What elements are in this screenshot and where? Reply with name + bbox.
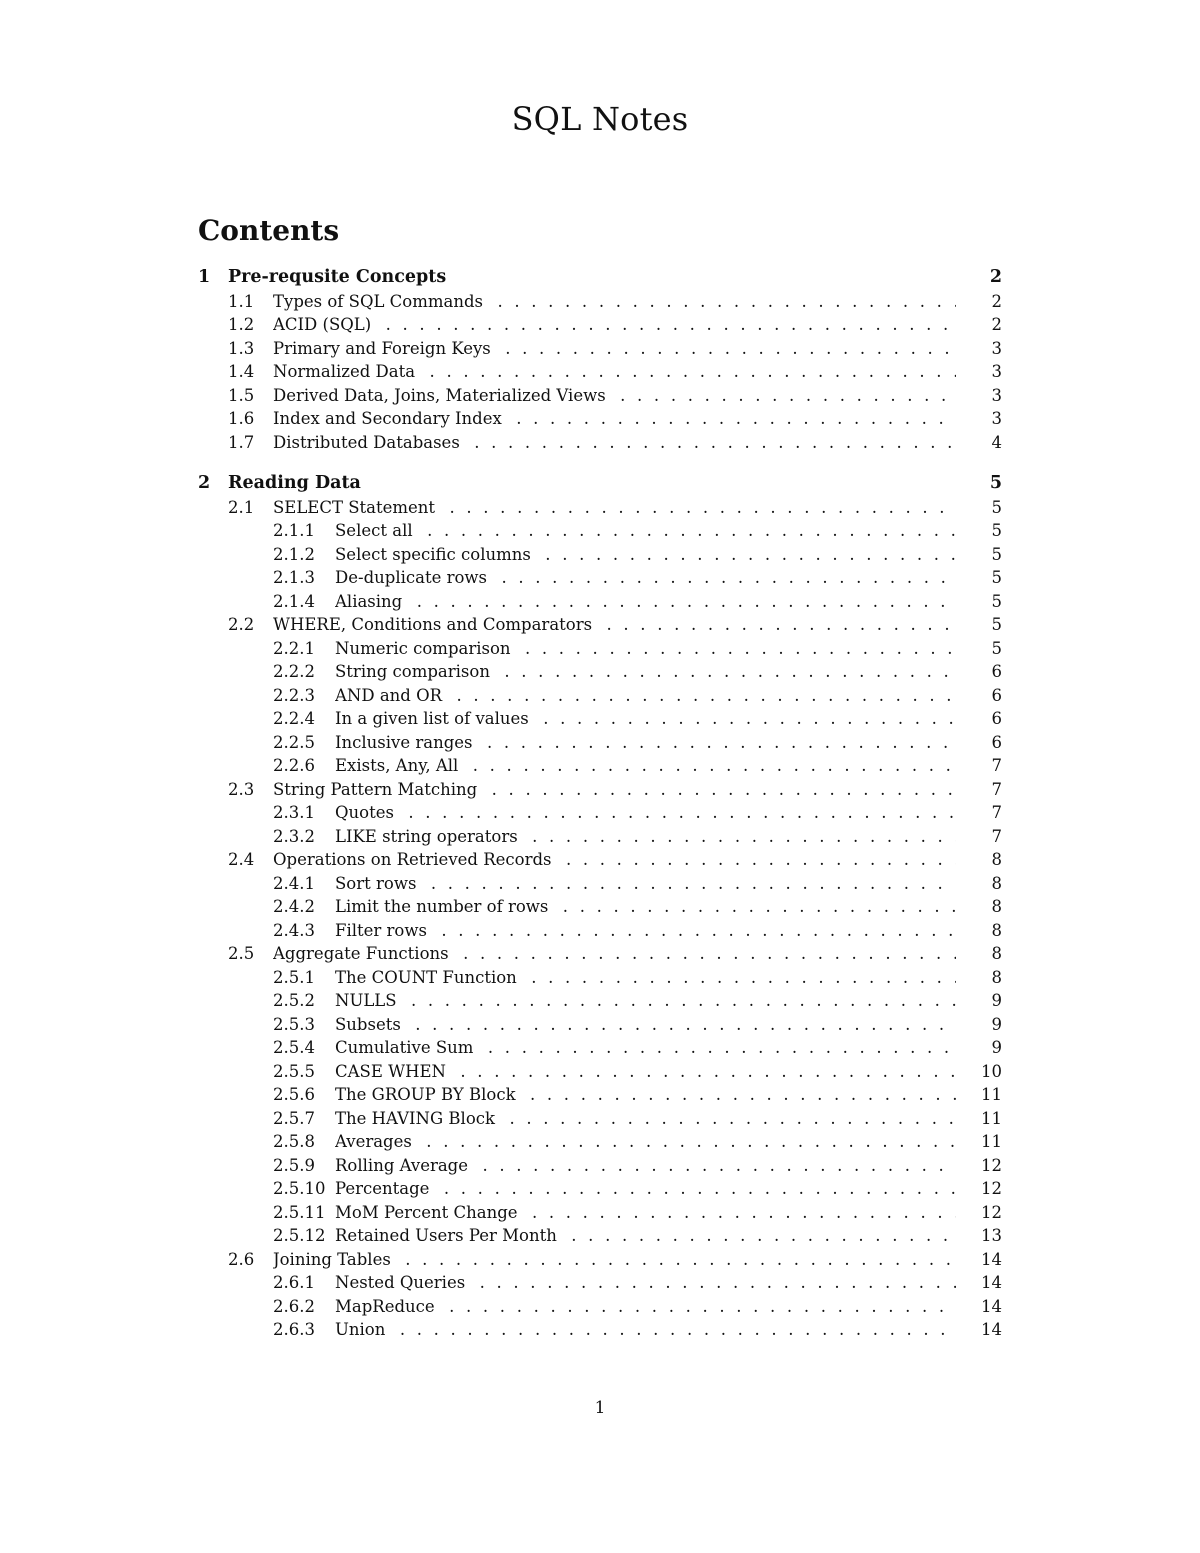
toc-entry-page: 9 <box>991 1038 1002 1057</box>
toc-entry-number: 2.3 <box>228 779 255 799</box>
toc-entry-number: 2.5.12 <box>273 1226 326 1245</box>
toc-entry-label[interactable]: Rolling Average <box>335 1156 474 1175</box>
toc-entry-number: 2.6.2 <box>273 1296 315 1316</box>
toc-entry-title <box>335 1154 956 1178</box>
toc-entry-page: 11 <box>981 1132 1002 1151</box>
toc-entry-title <box>273 313 956 337</box>
toc-subsubsection[interactable] <box>198 590 1004 614</box>
toc-entry-number: 2.5.5 <box>273 1061 315 1081</box>
toc-entry-label[interactable]: String comparison <box>335 662 496 681</box>
toc-entry-title <box>273 848 956 872</box>
toc-entry-page: 7 <box>991 756 1002 775</box>
toc-entry-number: 1.5 <box>228 385 255 405</box>
toc-entry-number: 2.1 <box>228 497 255 517</box>
toc-entry-title <box>335 1224 956 1248</box>
toc-entry-number: 2.2.6 <box>273 756 315 775</box>
toc-entry-number: 2.2.2 <box>273 662 315 681</box>
toc-entry-title <box>335 1107 956 1131</box>
toc-entry-number: 1.1 <box>228 291 255 311</box>
toc-entry-page: 5 <box>991 497 1002 517</box>
toc-entry-page: 14 <box>981 1296 1002 1316</box>
toc-subsubsection[interactable] <box>198 1060 1004 1084</box>
toc-entry-number: 1.4 <box>228 362 255 381</box>
toc-entry-number: 2.3.2 <box>273 826 315 846</box>
toc-entry-label[interactable]: Limit the number of rows <box>335 897 554 916</box>
toc-entry-page: 11 <box>981 1108 1002 1128</box>
toc-entry-title <box>335 825 956 849</box>
toc-entry-page: 9 <box>991 991 1002 1010</box>
toc-entry-label[interactable]: Operations on Retrieved Records <box>273 850 558 869</box>
page-number: 1 <box>594 1398 606 1418</box>
toc-entry-title <box>335 660 956 684</box>
toc-entry-number: 2.1.4 <box>273 591 315 611</box>
toc-subsubsection[interactable] <box>198 1224 1004 1248</box>
toc-entry-label[interactable]: CASE WHEN <box>335 1062 452 1081</box>
contents-heading: Contents <box>198 214 340 247</box>
toc-subsection[interactable] <box>198 613 1004 637</box>
toc-entry-label[interactable]: Averages <box>335 1132 418 1151</box>
toc-entry-page: 3 <box>991 409 1002 428</box>
toc-entry-label[interactable]: Select all <box>335 521 419 540</box>
toc-entry-number: 2.1.2 <box>273 544 315 564</box>
toc-entry-page: 3 <box>991 338 1002 358</box>
toc-entry-number: 2.1.3 <box>273 568 315 587</box>
toc-subsubsection[interactable] <box>198 707 1004 731</box>
toc-entry-label[interactable]: The HAVING Block <box>335 1109 501 1128</box>
toc-subsection[interactable] <box>198 1248 1004 1272</box>
toc-entry-title <box>335 989 956 1013</box>
toc-entry-page: 2 <box>991 291 1002 311</box>
toc-entry-page: 8 <box>991 944 1002 963</box>
toc-entry-title <box>335 731 956 755</box>
toc-entry-title <box>273 290 956 314</box>
toc-subsubsection[interactable] <box>198 731 1004 755</box>
toc-entry-number: 2.5.9 <box>273 1155 315 1175</box>
toc-entry-page: 6 <box>991 685 1002 705</box>
toc-entry-label[interactable]: Joining Tables <box>273 1250 397 1269</box>
toc-entry-label[interactable]: Reading Data <box>228 473 367 493</box>
toc-subsubsection[interactable] <box>198 1130 1004 1154</box>
toc-entry-label[interactable]: Inclusive ranges <box>335 733 479 752</box>
toc-entry-number: 2.5.10 <box>273 1179 326 1198</box>
toc-entry-label[interactable]: In a given list of values <box>335 709 535 728</box>
toc-entry-label[interactable]: WHERE, Conditions and Comparators <box>273 615 598 634</box>
toc-subsubsection[interactable] <box>198 1107 1004 1131</box>
toc-entry-title <box>273 407 956 431</box>
toc-entry-title <box>273 778 956 802</box>
toc-subsubsection[interactable] <box>198 660 1004 684</box>
toc-subsubsection[interactable] <box>198 1318 1004 1342</box>
toc-entry-page: 14 <box>981 1249 1002 1269</box>
toc-entry-page: 13 <box>981 1226 1002 1245</box>
toc-subsubsection[interactable] <box>198 684 1004 708</box>
toc-subsection[interactable] <box>198 778 1004 802</box>
toc-entry-title <box>335 519 956 543</box>
toc-entry-label[interactable]: String Pattern Matching <box>273 780 483 799</box>
toc-entry-label[interactable]: Percentage <box>335 1179 435 1198</box>
toc-entry-number: 2.5.11 <box>273 1202 326 1222</box>
toc-entry-number: 2.4.2 <box>273 897 315 916</box>
toc-entry-number: 2.3.1 <box>273 803 315 822</box>
toc-entry-label[interactable]: Aliasing <box>335 592 408 611</box>
toc-entry-label[interactable]: Select specific columns <box>335 545 537 564</box>
toc-entry-number: 2.2 <box>228 615 255 634</box>
toc-entry-page: 7 <box>991 803 1002 822</box>
toc-entry-title <box>335 684 956 708</box>
toc-entry-page: 10 <box>981 1061 1002 1081</box>
toc-subsubsection[interactable] <box>198 1154 1004 1178</box>
toc-entry-title <box>273 1248 956 1272</box>
toc-entry-number: 2.4 <box>228 850 255 869</box>
toc-entry-number: 2.6 <box>228 1249 255 1269</box>
toc-subsection[interactable] <box>198 496 1004 520</box>
toc-entry-title <box>335 1130 956 1154</box>
toc-subsubsection[interactable] <box>198 989 1004 1013</box>
toc-entry-number: 2.4.1 <box>273 873 315 893</box>
toc-entry-number: 1.3 <box>228 338 255 358</box>
toc-entry-page: 5 <box>991 638 1002 658</box>
toc-entry-number: 2.5.4 <box>273 1038 315 1057</box>
toc-subsection[interactable] <box>198 431 1004 455</box>
toc-entry-page: 2 <box>991 315 1002 334</box>
toc-entry-page: 5 <box>991 615 1002 634</box>
toc-entry-title <box>335 1036 956 1060</box>
toc-subsubsection[interactable] <box>198 754 1004 778</box>
toc-entry-number: 2.2.4 <box>273 709 315 728</box>
toc-entry-title <box>335 754 956 778</box>
toc-subsection[interactable] <box>198 848 1004 872</box>
document-title: SQL Notes <box>511 100 689 138</box>
toc-entry-page: 8 <box>991 897 1002 916</box>
toc-entry-title <box>335 1201 956 1225</box>
toc-entry-page: 9 <box>991 1014 1002 1034</box>
toc-subsubsection[interactable] <box>198 1013 1004 1037</box>
toc-entry-page: 3 <box>991 385 1002 405</box>
toc-subsection[interactable] <box>198 290 1004 314</box>
toc-entry-label[interactable]: Pre-requsite Concepts <box>228 267 452 287</box>
toc-entry-label[interactable]: Cumulative Sum <box>335 1038 479 1057</box>
toc-entry-number: 2.6.1 <box>273 1273 315 1292</box>
toc-entry-label[interactable]: Filter rows <box>335 921 433 940</box>
toc-subsubsection[interactable] <box>198 1083 1004 1107</box>
toc-entry-number: 2.2.3 <box>273 685 315 705</box>
toc-entry-page: 12 <box>981 1155 1002 1175</box>
toc-entry-number: 2.4.3 <box>273 920 315 940</box>
toc-entry-number: 2.5.3 <box>273 1014 315 1034</box>
toc-subsection[interactable] <box>198 942 1004 966</box>
toc-entry-label[interactable]: Normalized Data <box>273 362 421 381</box>
toc-entry-page: 7 <box>991 826 1002 846</box>
toc-entry-number: 2.5 <box>228 944 255 963</box>
toc-entry-title <box>335 1271 956 1295</box>
toc-subsection[interactable] <box>198 337 1004 361</box>
toc-entry-page: 5 <box>991 544 1002 564</box>
toc-entry-label[interactable]: Types of SQL Commands <box>273 292 489 311</box>
toc-entry-number: 1 <box>198 267 211 287</box>
toc-section[interactable] <box>198 472 1004 496</box>
toc-entry-label[interactable]: Derived Data, Joins, Materialized Views <box>273 386 612 405</box>
toc-entry-page: 12 <box>981 1179 1002 1198</box>
toc-entry-title <box>273 942 956 966</box>
toc-entry-page: 12 <box>981 1202 1002 1222</box>
toc-section[interactable] <box>198 266 1004 290</box>
toc-entry-title <box>273 496 956 520</box>
toc-entry-page: 3 <box>991 362 1002 381</box>
toc-subsubsection[interactable] <box>198 966 1004 990</box>
toc-entry-label[interactable]: Retained Users Per Month <box>335 1226 563 1245</box>
toc-entry-label[interactable]: Aggregate Functions <box>273 944 455 963</box>
toc-entry-title <box>273 613 956 637</box>
toc-entry-number: 2.5.2 <box>273 991 315 1010</box>
toc-entry-title <box>273 360 956 384</box>
toc-entry-number: 2.2.5 <box>273 732 315 752</box>
toc-entry-title <box>335 1083 956 1107</box>
toc-entry-page: 8 <box>991 967 1002 987</box>
toc-entry-number: 1.2 <box>228 315 255 334</box>
toc-subsubsection[interactable] <box>198 825 1004 849</box>
toc-subsubsection[interactable] <box>198 1295 1004 1319</box>
toc-entry-title <box>273 431 956 455</box>
toc-entry-label[interactable]: Quotes <box>335 803 400 822</box>
toc-subsection[interactable] <box>198 360 1004 384</box>
toc-subsubsection[interactable] <box>198 1177 1004 1201</box>
toc-entry-title <box>273 337 956 361</box>
toc-subsubsection[interactable] <box>198 637 1004 661</box>
toc-entry-number: 2.5.6 <box>273 1085 315 1104</box>
toc-entry-label[interactable]: LIKE string operators <box>335 827 524 846</box>
toc-entry-page: 2 <box>989 267 1002 287</box>
toc-entry-title <box>228 472 956 496</box>
toc-entry-page: 6 <box>991 709 1002 728</box>
toc-entry-number: 2.5.8 <box>273 1132 315 1151</box>
toc-entry-page: 6 <box>991 732 1002 752</box>
toc-entry-label[interactable]: The GROUP BY Block <box>335 1085 522 1104</box>
toc-subsubsection[interactable] <box>198 1271 1004 1295</box>
toc-subsubsection[interactable] <box>198 543 1004 567</box>
toc-entry-title <box>335 543 956 567</box>
toc-entry-label[interactable]: De-duplicate rows <box>335 568 493 587</box>
toc-entry-title <box>335 1060 956 1084</box>
toc-entry-title <box>335 707 956 731</box>
toc-entry-label[interactable]: Sort rows <box>335 874 422 893</box>
toc-subsection[interactable] <box>198 407 1004 431</box>
toc-entry-label[interactable]: AND and OR <box>335 686 448 705</box>
toc-entry-title <box>273 384 956 408</box>
toc-subsubsection[interactable] <box>198 895 1004 919</box>
toc-entry-label[interactable]: MoM Percent Change <box>335 1203 524 1222</box>
toc-entry-number: 2.2.1 <box>273 638 315 658</box>
toc-entry-page: 14 <box>981 1273 1002 1292</box>
toc-entry-label[interactable]: Exists, Any, All <box>335 756 464 775</box>
toc-entry-title <box>335 1295 956 1319</box>
toc-entry-title <box>335 895 956 919</box>
toc-entry-page: 6 <box>991 662 1002 681</box>
toc-entry-page: 5 <box>989 473 1002 493</box>
toc-entry-title <box>335 919 956 943</box>
toc-entry-label[interactable]: ACID (SQL) <box>273 315 377 334</box>
toc-entry-title <box>335 590 956 614</box>
toc-entry-title <box>335 1177 956 1201</box>
toc-entry-title <box>335 1318 956 1342</box>
toc-entry-title <box>335 872 956 896</box>
toc-entry-title <box>335 1013 956 1037</box>
toc-subsubsection[interactable] <box>198 801 1004 825</box>
toc-entry-title <box>228 266 956 290</box>
toc-entry-title <box>335 637 956 661</box>
toc-entry-label[interactable]: MapReduce <box>335 1297 441 1316</box>
toc-entry-page: 7 <box>991 779 1002 799</box>
toc-entry-page: 8 <box>991 850 1002 869</box>
toc-entry-page: 4 <box>991 432 1002 452</box>
toc-subsection[interactable] <box>198 313 1004 337</box>
toc-entry-title <box>335 801 956 825</box>
toc-entry-page: 5 <box>991 591 1002 611</box>
toc-entry-label[interactable]: Union <box>335 1320 391 1339</box>
toc-entry-number: 2.6.3 <box>273 1320 315 1339</box>
toc-entry-label[interactable]: Distributed Databases <box>273 433 466 452</box>
toc-entry-label[interactable]: The COUNT Function <box>335 968 523 987</box>
toc-entry-page: 8 <box>991 873 1002 893</box>
toc-entry-label[interactable]: Nested Queries <box>335 1273 471 1292</box>
toc-entry-label[interactable]: NULLS <box>335 991 403 1010</box>
toc-entry-number: 2.5.7 <box>273 1108 315 1128</box>
toc-entry-label[interactable]: Primary and Foreign Keys <box>273 339 497 358</box>
toc-entry-label[interactable]: Subsets <box>335 1015 407 1034</box>
toc-entry-number: 1.7 <box>228 432 255 452</box>
toc-entry-label[interactable]: SELECT Statement <box>273 498 441 517</box>
toc-subsubsection[interactable] <box>198 1036 1004 1060</box>
toc-subsubsection[interactable] <box>198 919 1004 943</box>
toc-entry-label[interactable]: Index and Secondary Index <box>273 409 508 428</box>
toc-subsubsection[interactable] <box>198 566 1004 590</box>
toc-entry-page: 5 <box>991 568 1002 587</box>
toc-entry-label[interactable]: Numeric comparison <box>335 639 517 658</box>
toc-entry-page: 14 <box>981 1320 1002 1339</box>
toc-subsubsection[interactable] <box>198 1201 1004 1225</box>
toc-entry-page: 5 <box>991 521 1002 540</box>
toc-entry-page: 11 <box>981 1085 1002 1104</box>
toc-subsubsection[interactable] <box>198 872 1004 896</box>
toc-subsubsection[interactable] <box>198 519 1004 543</box>
toc-entry-number: 2.1.1 <box>273 521 315 540</box>
toc-entry-number: 1.6 <box>228 409 255 428</box>
toc-entry-page: 8 <box>991 920 1002 940</box>
toc-entry-title <box>335 966 956 990</box>
toc-entry-title <box>335 566 956 590</box>
toc-entry-number: 2 <box>198 473 211 493</box>
table-of-contents <box>198 266 1004 1342</box>
toc-entry-number: 2.5.1 <box>273 967 315 987</box>
toc-subsection[interactable] <box>198 384 1004 408</box>
